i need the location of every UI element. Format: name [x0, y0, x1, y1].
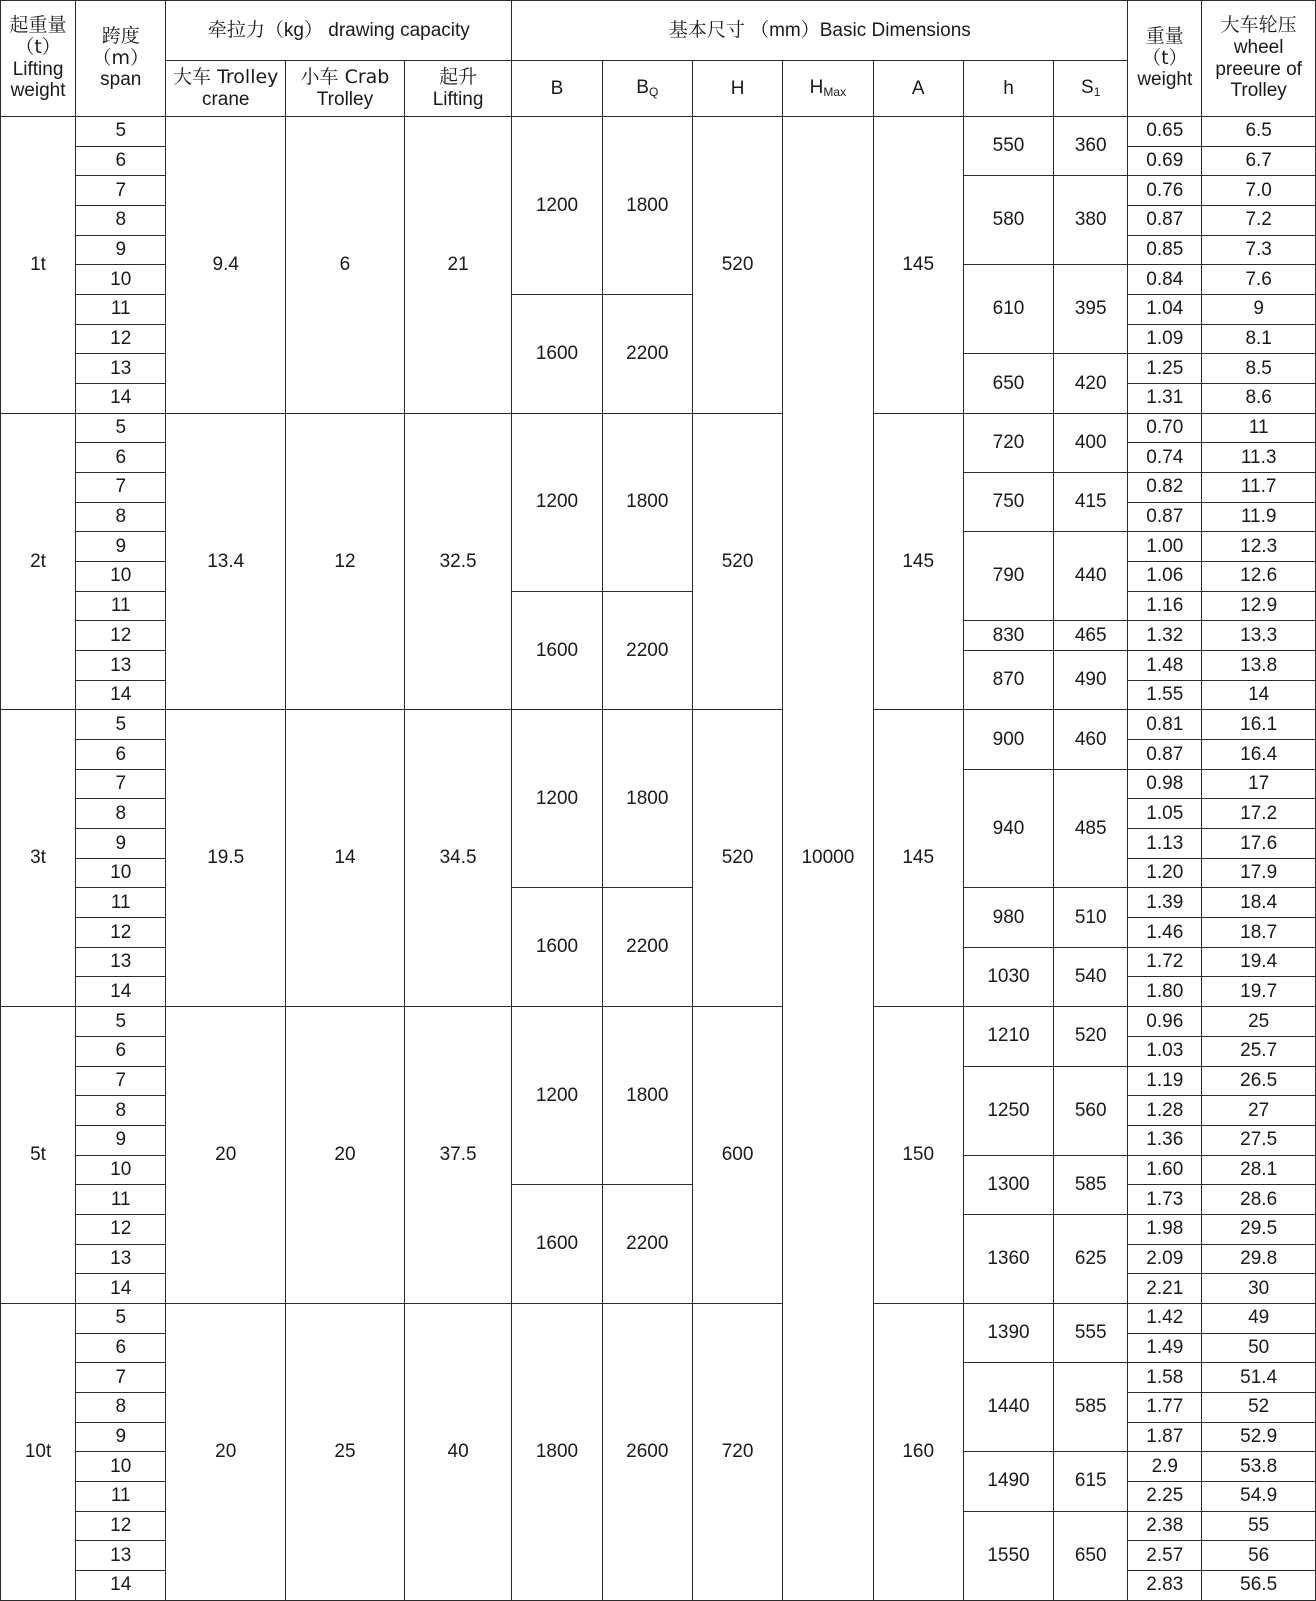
small-h-cell: 1550 — [963, 1511, 1053, 1600]
table-row — [1, 1303, 1316, 1333]
header-line: Lifting — [432, 88, 484, 110]
wheel-pressure-cell: 54.9 — [1202, 1481, 1316, 1511]
col-header-a: A — [873, 61, 963, 117]
weight-cell: 0.87 — [1128, 206, 1202, 236]
table-body — [1, 117, 1316, 1601]
span-cell: 6 — [76, 146, 166, 176]
header-line: Trolley — [316, 88, 374, 110]
s1-cell: 555 — [1054, 1303, 1128, 1362]
wheel-pressure-cell: 7.2 — [1202, 206, 1316, 236]
span-cell: 12 — [76, 621, 166, 651]
wheel-pressure-cell: 8.1 — [1202, 324, 1316, 354]
span-cell: 12 — [76, 1511, 166, 1541]
wheel-pressure-cell: 9 — [1202, 295, 1316, 325]
header-line: （t） — [1142, 46, 1188, 69]
weight-cell: 1.32 — [1128, 621, 1202, 651]
col-header-span — [76, 1, 166, 117]
crane-drawing-capacity-cell: 20 — [166, 1007, 286, 1304]
wheel-pressure-cell: 56.5 — [1202, 1570, 1316, 1600]
header-subscript: Max — [823, 85, 847, 100]
col-header-wheel-pressure — [1202, 1, 1316, 117]
col-header-h: H — [692, 61, 782, 117]
capacity-cell: 3t — [1, 710, 76, 1007]
s1-cell: 650 — [1054, 1511, 1128, 1600]
wheel-pressure-cell: 11.3 — [1202, 443, 1316, 473]
span-cell: 13 — [76, 354, 166, 384]
span-cell: 9 — [76, 1125, 166, 1155]
span-cell: 14 — [76, 977, 166, 1007]
b-cell: 1200 — [512, 710, 602, 888]
s1-cell: 540 — [1054, 947, 1128, 1006]
span-cell: 11 — [76, 1185, 166, 1215]
wheel-pressure-cell: 13.8 — [1202, 651, 1316, 681]
header-line: 大车轮压 — [1220, 13, 1297, 36]
b-cell: 1600 — [512, 1185, 602, 1304]
lifting-drawing-capacity-cell: 32.5 — [404, 413, 512, 710]
wheel-pressure-cell: 12.3 — [1202, 532, 1316, 562]
small-h-cell: 1390 — [963, 1303, 1053, 1362]
span-cell: 6 — [76, 1036, 166, 1066]
s1-cell: 585 — [1054, 1363, 1128, 1452]
span-cell: 14 — [76, 1274, 166, 1304]
span-cell: 8 — [76, 1096, 166, 1126]
weight-cell: 1.06 — [1128, 562, 1202, 592]
hmax-cell: 10000 — [783, 117, 873, 1601]
weight-cell: 0.82 — [1128, 473, 1202, 503]
small-h-cell: 650 — [963, 354, 1053, 413]
span-cell: 11 — [76, 1481, 166, 1511]
capacity-cell: 10t — [1, 1303, 76, 1600]
weight-cell: 0.84 — [1128, 265, 1202, 295]
col-header-lifting — [404, 61, 512, 117]
s1-cell: 360 — [1054, 117, 1128, 176]
capacity-cell: 2t — [1, 413, 76, 710]
span-cell: 9 — [76, 235, 166, 265]
bq-cell: 2200 — [602, 1185, 692, 1304]
weight-cell: 2.09 — [1128, 1244, 1202, 1274]
weight-cell: 0.70 — [1128, 413, 1202, 443]
weight-cell: 1.03 — [1128, 1036, 1202, 1066]
span-cell: 12 — [76, 1214, 166, 1244]
crab-drawing-capacity-cell: 14 — [286, 710, 405, 1007]
crane-drawing-capacity-cell: 9.4 — [166, 117, 286, 414]
small-h-cell: 1490 — [963, 1452, 1053, 1511]
span-cell: 14 — [76, 680, 166, 710]
weight-cell: 0.76 — [1128, 176, 1202, 206]
small-h-cell: 1440 — [963, 1363, 1053, 1452]
wheel-pressure-cell: 25.7 — [1202, 1036, 1316, 1066]
weight-cell: 2.83 — [1128, 1570, 1202, 1600]
bq-cell: 1800 — [602, 710, 692, 888]
span-cell: 5 — [76, 1303, 166, 1333]
small-h-cell: 1250 — [963, 1066, 1053, 1155]
table-row — [1, 413, 1316, 443]
span-cell: 5 — [76, 117, 166, 147]
bq-cell: 2200 — [602, 888, 692, 1007]
span-cell: 7 — [76, 769, 166, 799]
weight-cell: 1.60 — [1128, 1155, 1202, 1185]
weight-cell: 1.98 — [1128, 1214, 1202, 1244]
span-cell: 10 — [76, 858, 166, 888]
weight-cell: 1.31 — [1128, 384, 1202, 414]
wheel-pressure-cell: 55 — [1202, 1511, 1316, 1541]
b-cell: 1600 — [512, 888, 602, 1007]
weight-cell: 1.55 — [1128, 680, 1202, 710]
b-cell: 1600 — [512, 295, 602, 414]
weight-cell: 1.05 — [1128, 799, 1202, 829]
span-cell: 12 — [76, 918, 166, 948]
crab-drawing-capacity-cell: 25 — [286, 1303, 405, 1600]
a-cell: 145 — [873, 413, 963, 710]
weight-cell: 1.72 — [1128, 947, 1202, 977]
header-line: （t） — [15, 35, 61, 58]
small-h-cell: 580 — [963, 176, 1053, 265]
header-base: B — [636, 77, 649, 99]
span-cell: 10 — [76, 265, 166, 295]
crab-drawing-capacity-cell: 20 — [286, 1007, 405, 1304]
s1-cell: 585 — [1054, 1155, 1128, 1214]
b-cell: 1200 — [512, 117, 602, 295]
s1-cell: 490 — [1054, 651, 1128, 710]
small-h-cell: 1030 — [963, 947, 1053, 1006]
small-h-cell: 980 — [963, 888, 1053, 947]
wheel-pressure-cell: 8.6 — [1202, 384, 1316, 414]
span-cell: 14 — [76, 384, 166, 414]
wheel-pressure-cell: 12.9 — [1202, 591, 1316, 621]
s1-cell: 415 — [1054, 473, 1128, 532]
bq-cell: 1800 — [602, 1007, 692, 1185]
header-base: S — [1081, 77, 1094, 99]
col-header-drawing-capacity: 牵拉力（kg） drawing capacity — [166, 1, 512, 61]
lifting-drawing-capacity-cell: 37.5 — [404, 1007, 512, 1304]
wheel-pressure-cell: 14 — [1202, 680, 1316, 710]
weight-cell: 0.87 — [1128, 740, 1202, 770]
weight-cell: 2.57 — [1128, 1541, 1202, 1571]
header-line: weight — [1137, 69, 1193, 91]
small-h-cell: 830 — [963, 621, 1053, 651]
header-line: Trolley — [1230, 80, 1287, 102]
crane-drawing-capacity-cell: 19.5 — [166, 710, 286, 1007]
wheel-pressure-cell: 19.4 — [1202, 947, 1316, 977]
col-header-lifting-weight — [1, 1, 76, 117]
wheel-pressure-cell: 19.7 — [1202, 977, 1316, 1007]
wheel-pressure-cell: 16.4 — [1202, 740, 1316, 770]
h-cell: 520 — [692, 413, 782, 710]
header-line: 大车 Trolley — [173, 65, 279, 88]
span-cell: 8 — [76, 1392, 166, 1422]
weight-cell: 1.39 — [1128, 888, 1202, 918]
table-row — [1, 1007, 1316, 1037]
crab-drawing-capacity-cell: 6 — [286, 117, 405, 414]
wheel-pressure-cell: 29.8 — [1202, 1244, 1316, 1274]
s1-cell: 395 — [1054, 265, 1128, 354]
wheel-pressure-cell: 27 — [1202, 1096, 1316, 1126]
weight-cell: 2.21 — [1128, 1274, 1202, 1304]
span-cell: 13 — [76, 947, 166, 977]
weight-cell: 0.96 — [1128, 1007, 1202, 1037]
lifting-drawing-capacity-cell: 34.5 — [404, 710, 512, 1007]
span-cell: 14 — [76, 1570, 166, 1600]
b-cell: 1200 — [512, 1007, 602, 1185]
weight-cell: 1.04 — [1128, 295, 1202, 325]
h-cell: 520 — [692, 117, 782, 414]
wheel-pressure-cell: 16.1 — [1202, 710, 1316, 740]
h-cell: 720 — [692, 1303, 782, 1600]
header-line: （m） — [92, 46, 149, 69]
col-header-bq — [602, 61, 692, 117]
s1-cell: 420 — [1054, 354, 1128, 413]
col-header-crane — [166, 61, 286, 117]
s1-cell: 625 — [1054, 1214, 1128, 1303]
wheel-pressure-cell: 51.4 — [1202, 1363, 1316, 1393]
wheel-pressure-cell: 30 — [1202, 1274, 1316, 1304]
bq-cell: 1800 — [602, 117, 692, 295]
span-cell: 8 — [76, 502, 166, 532]
weight-cell: 1.20 — [1128, 858, 1202, 888]
span-cell: 13 — [76, 1541, 166, 1571]
weight-cell: 1.46 — [1128, 918, 1202, 948]
span-cell: 12 — [76, 324, 166, 354]
wheel-pressure-cell: 53.8 — [1202, 1452, 1316, 1482]
s1-cell: 520 — [1054, 1007, 1128, 1066]
weight-cell: 2.38 — [1128, 1511, 1202, 1541]
weight-cell: 2.9 — [1128, 1452, 1202, 1482]
table-row — [1, 117, 1316, 147]
small-h-cell: 720 — [963, 413, 1053, 472]
col-header-hmax — [783, 61, 873, 117]
span-cell: 8 — [76, 799, 166, 829]
wheel-pressure-cell: 29.5 — [1202, 1214, 1316, 1244]
a-cell: 145 — [873, 117, 963, 414]
small-h-cell: 1210 — [963, 1007, 1053, 1066]
header-line: 重量 — [1145, 24, 1184, 47]
crane-drawing-capacity-cell: 20 — [166, 1303, 286, 1600]
weight-cell: 1.25 — [1128, 354, 1202, 384]
small-h-cell: 750 — [963, 473, 1053, 532]
col-header-small-h: h — [963, 61, 1053, 117]
wheel-pressure-cell: 17.2 — [1202, 799, 1316, 829]
wheel-pressure-cell: 27.5 — [1202, 1125, 1316, 1155]
crane-drawing-capacity-cell: 13.4 — [166, 413, 286, 710]
wheel-pressure-cell: 7.6 — [1202, 265, 1316, 295]
wheel-pressure-cell: 11.7 — [1202, 473, 1316, 503]
wheel-pressure-cell: 52 — [1202, 1392, 1316, 1422]
header-line: wheel — [1233, 36, 1284, 58]
a-cell: 160 — [873, 1303, 963, 1600]
weight-cell: 1.28 — [1128, 1096, 1202, 1126]
b-cell: 1200 — [512, 413, 602, 591]
wheel-pressure-cell: 8.5 — [1202, 354, 1316, 384]
wheel-pressure-cell: 56 — [1202, 1541, 1316, 1571]
wheel-pressure-cell: 17 — [1202, 769, 1316, 799]
col-header-weight — [1128, 1, 1202, 117]
weight-cell: 1.16 — [1128, 591, 1202, 621]
wheel-pressure-cell: 50 — [1202, 1333, 1316, 1363]
s1-cell: 440 — [1054, 532, 1128, 621]
s1-cell: 400 — [1054, 413, 1128, 472]
wheel-pressure-cell: 17.9 — [1202, 858, 1316, 888]
weight-cell: 0.65 — [1128, 117, 1202, 147]
header-line: 小车 Crab — [300, 65, 390, 88]
weight-cell: 1.48 — [1128, 651, 1202, 681]
h-cell: 520 — [692, 710, 782, 1007]
span-cell: 5 — [76, 1007, 166, 1037]
wheel-pressure-cell: 13.3 — [1202, 621, 1316, 651]
weight-cell: 1.13 — [1128, 829, 1202, 859]
wheel-pressure-cell: 28.6 — [1202, 1185, 1316, 1215]
header-subscript: 1 — [1093, 85, 1101, 100]
col-header-s1 — [1054, 61, 1128, 117]
span-cell: 7 — [76, 176, 166, 206]
capacity-cell: 5t — [1, 1007, 76, 1304]
weight-cell: 1.77 — [1128, 1392, 1202, 1422]
small-h-cell: 1300 — [963, 1155, 1053, 1214]
span-cell: 13 — [76, 1244, 166, 1274]
wheel-pressure-cell: 28.1 — [1202, 1155, 1316, 1185]
span-cell: 7 — [76, 1363, 166, 1393]
col-header-crab-trolley — [286, 61, 405, 117]
wheel-pressure-cell: 18.7 — [1202, 918, 1316, 948]
s1-cell: 485 — [1054, 769, 1128, 888]
span-cell: 11 — [76, 591, 166, 621]
weight-cell: 1.36 — [1128, 1125, 1202, 1155]
weight-cell: 0.74 — [1128, 443, 1202, 473]
span-cell: 10 — [76, 562, 166, 592]
lifting-drawing-capacity-cell: 40 — [404, 1303, 512, 1600]
weight-cell: 0.69 — [1128, 146, 1202, 176]
weight-cell: 0.85 — [1128, 235, 1202, 265]
s1-cell: 615 — [1054, 1452, 1128, 1511]
header-line: 起升 — [439, 65, 478, 88]
header-line: 起重量 — [9, 13, 67, 36]
wheel-pressure-cell: 52.9 — [1202, 1422, 1316, 1452]
wheel-pressure-cell: 6.7 — [1202, 146, 1316, 176]
small-h-cell: 610 — [963, 265, 1053, 354]
span-cell: 7 — [76, 1066, 166, 1096]
header-line: 跨度 — [101, 24, 140, 47]
wheel-pressure-cell: 7.0 — [1202, 176, 1316, 206]
wheel-pressure-cell: 26.5 — [1202, 1066, 1316, 1096]
s1-cell: 380 — [1054, 176, 1128, 265]
header-base: H — [809, 77, 824, 99]
span-cell: 11 — [76, 295, 166, 325]
span-cell: 9 — [76, 1422, 166, 1452]
wheel-pressure-cell: 7.3 — [1202, 235, 1316, 265]
weight-cell: 1.19 — [1128, 1066, 1202, 1096]
span-cell: 7 — [76, 473, 166, 503]
bq-cell: 2200 — [602, 295, 692, 414]
wheel-pressure-cell: 11 — [1202, 413, 1316, 443]
weight-cell: 1.80 — [1128, 977, 1202, 1007]
bq-cell: 2600 — [602, 1303, 692, 1600]
weight-cell: 1.09 — [1128, 324, 1202, 354]
span-cell: 10 — [76, 1155, 166, 1185]
header-line: preeure of — [1215, 58, 1302, 80]
span-cell: 5 — [76, 413, 166, 443]
a-cell: 150 — [873, 1007, 963, 1304]
span-cell: 10 — [76, 1452, 166, 1482]
a-cell: 145 — [873, 710, 963, 1007]
table-header — [1, 1, 1316, 117]
s1-cell: 465 — [1054, 621, 1128, 651]
small-h-cell: 790 — [963, 532, 1053, 621]
weight-cell: 1.00 — [1128, 532, 1202, 562]
wheel-pressure-cell: 11.9 — [1202, 502, 1316, 532]
wheel-pressure-cell: 49 — [1202, 1303, 1316, 1333]
s1-cell: 460 — [1054, 710, 1128, 769]
weight-cell: 2.25 — [1128, 1481, 1202, 1511]
h-cell: 600 — [692, 1007, 782, 1304]
span-cell: 9 — [76, 829, 166, 859]
table-row — [1, 710, 1316, 740]
col-header-b: B — [512, 61, 602, 117]
capacity-cell: 1t — [1, 117, 76, 414]
wheel-pressure-cell: 6.5 — [1202, 117, 1316, 147]
wheel-pressure-cell: 17.6 — [1202, 829, 1316, 859]
header-line: Lifting — [12, 58, 64, 80]
wheel-pressure-cell: 12.6 — [1202, 562, 1316, 592]
header-line: span — [100, 69, 142, 91]
small-h-cell: 870 — [963, 651, 1053, 710]
weight-cell: 0.87 — [1128, 502, 1202, 532]
weight-cell: 0.81 — [1128, 710, 1202, 740]
wheel-pressure-cell: 25 — [1202, 1007, 1316, 1037]
header-subscript: Q — [648, 85, 659, 100]
small-h-cell: 1360 — [963, 1214, 1053, 1303]
span-cell: 5 — [76, 710, 166, 740]
crab-drawing-capacity-cell: 12 — [286, 413, 405, 710]
b-cell: 1600 — [512, 591, 602, 710]
bq-cell: 1800 — [602, 413, 692, 591]
col-header-basic-dimensions: 基本尺寸 （mm）Basic Dimensions — [512, 1, 1128, 61]
s1-cell: 560 — [1054, 1066, 1128, 1155]
weight-cell: 1.87 — [1128, 1422, 1202, 1452]
weight-cell: 1.49 — [1128, 1333, 1202, 1363]
span-cell: 6 — [76, 443, 166, 473]
small-h-cell: 900 — [963, 710, 1053, 769]
header-line: crane — [201, 88, 250, 110]
header-line: weight — [10, 80, 66, 102]
lifting-drawing-capacity-cell: 21 — [404, 117, 512, 414]
span-cell: 13 — [76, 651, 166, 681]
span-cell: 9 — [76, 532, 166, 562]
b-cell: 1800 — [512, 1303, 602, 1600]
bq-cell: 2200 — [602, 591, 692, 710]
weight-cell: 1.58 — [1128, 1363, 1202, 1393]
weight-cell: 0.98 — [1128, 769, 1202, 799]
weight-cell: 1.42 — [1128, 1303, 1202, 1333]
span-cell: 11 — [76, 888, 166, 918]
weight-cell: 1.73 — [1128, 1185, 1202, 1215]
small-h-cell: 550 — [963, 117, 1053, 176]
wheel-pressure-cell: 18.4 — [1202, 888, 1316, 918]
small-h-cell: 940 — [963, 769, 1053, 888]
span-cell: 8 — [76, 206, 166, 236]
span-cell: 6 — [76, 740, 166, 770]
s1-cell: 510 — [1054, 888, 1128, 947]
span-cell: 6 — [76, 1333, 166, 1363]
